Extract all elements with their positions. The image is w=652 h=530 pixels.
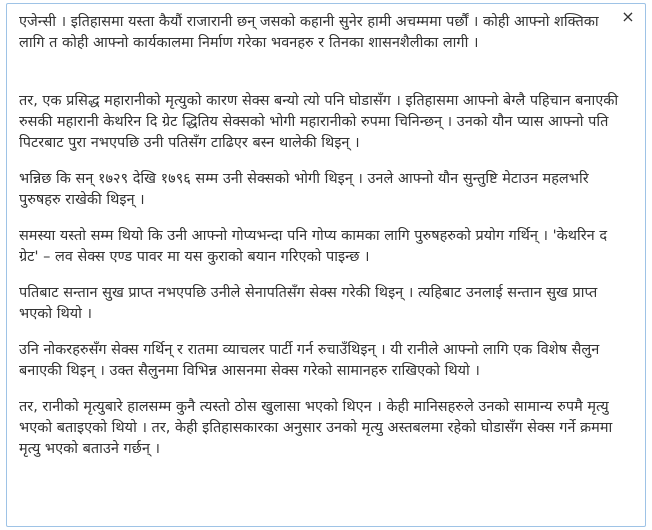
article-paragraph: समस्या यस्तो सम्म थियो कि उनी आफ्नो गोप्यभन्दा पनि गोप्य कामका लागि पुरुषहरुको प्रयोग गर्थिन् । 'केथरिन द ग्रेट' – लव सेक्स एण्ड पावर मा यस कुराको बयान गरिएको पाइन्छ । [19, 228, 608, 265]
article-body [19, 12, 619, 475]
article-paragraph: एजेन्सी । इतिहासमा यस्ता कैयौं राजारानी छन् जसको कहानी सुनेर हामी अचम्ममा पर्छौं । कोही आफ्नो शक्तिका लागि त कोही आफ्नो कार्यकालमा निर्माण गरेका भवनहरु र तिनका शासनशैलीका लागी । [19, 14, 599, 51]
article-paragraph: भन्निछ कि सन् १७२९ देखि १७९६ सम्म उनी सेक्सको भोगी थिइन् । उनले आफ्नो यौन सुन्तुष्टि मेटाउन महलभरि पुरुषहरु राखेकी थिइन् । [19, 171, 589, 208]
close-icon[interactable]: × [621, 7, 635, 26]
article-paragraph: उनि नोकरहरुसँग सेक्स गर्थिन् र रातमा व्याचलर पार्टी गर्न रुचाउँथिइन् । यी रानीले आफ्नो लागि एक विशेष सैलुन बनाएकी थिइन् । उक्त सैलुनमा विभिन्न आसनमा सेक्स गरेको सामानहरु राखिएको थियो । [19, 342, 600, 379]
article-paragraph: तर, एक प्रसिद्ध महारानीको मृत्युको कारण सेक्स बन्यो त्यो पनि घोडासँग । इतिहासमा आफ्नो बेग्लै पहिचान बनाएकी रुसकी महारानी केथरिन दि ग्रेट द्धितिय सेक्सको भोगी महारानीको रुपमा चिनिन्छन् । उनको यौन प्यास आफ्नो पति पिटरबाट पुरा नभएपछि उनी पतिसँग टाढिएर बस्न थालेकी थिइन् । [19, 93, 619, 151]
article-paragraph: पतिबाट सन्तान सुख प्राप्त नभएपछि उनीले सेनापतिसँग सेक्स गरेकी थिइन् । त्यहिबाट उनलाई सन्तान सुख प्राप्त भएको थियो । [19, 285, 598, 322]
article-paragraph: तर, रानीको मृत्युबारे हालसम्म कुनै त्यस्तो ठोस खुलासा भएको थिएन । केही मानिसहरुले उनको सामान्य रुपमै मृत्यु भएको बताइएको थियो । तर, केही इतिहासकारका अनुसार उनको मृत्यु अस्तबलमा रहेको घोडासँग सेक्स गर्ने क्रममा मृत्यु भएको बताउने गर्छन् । [19, 399, 613, 457]
article-popup [6, 3, 646, 527]
